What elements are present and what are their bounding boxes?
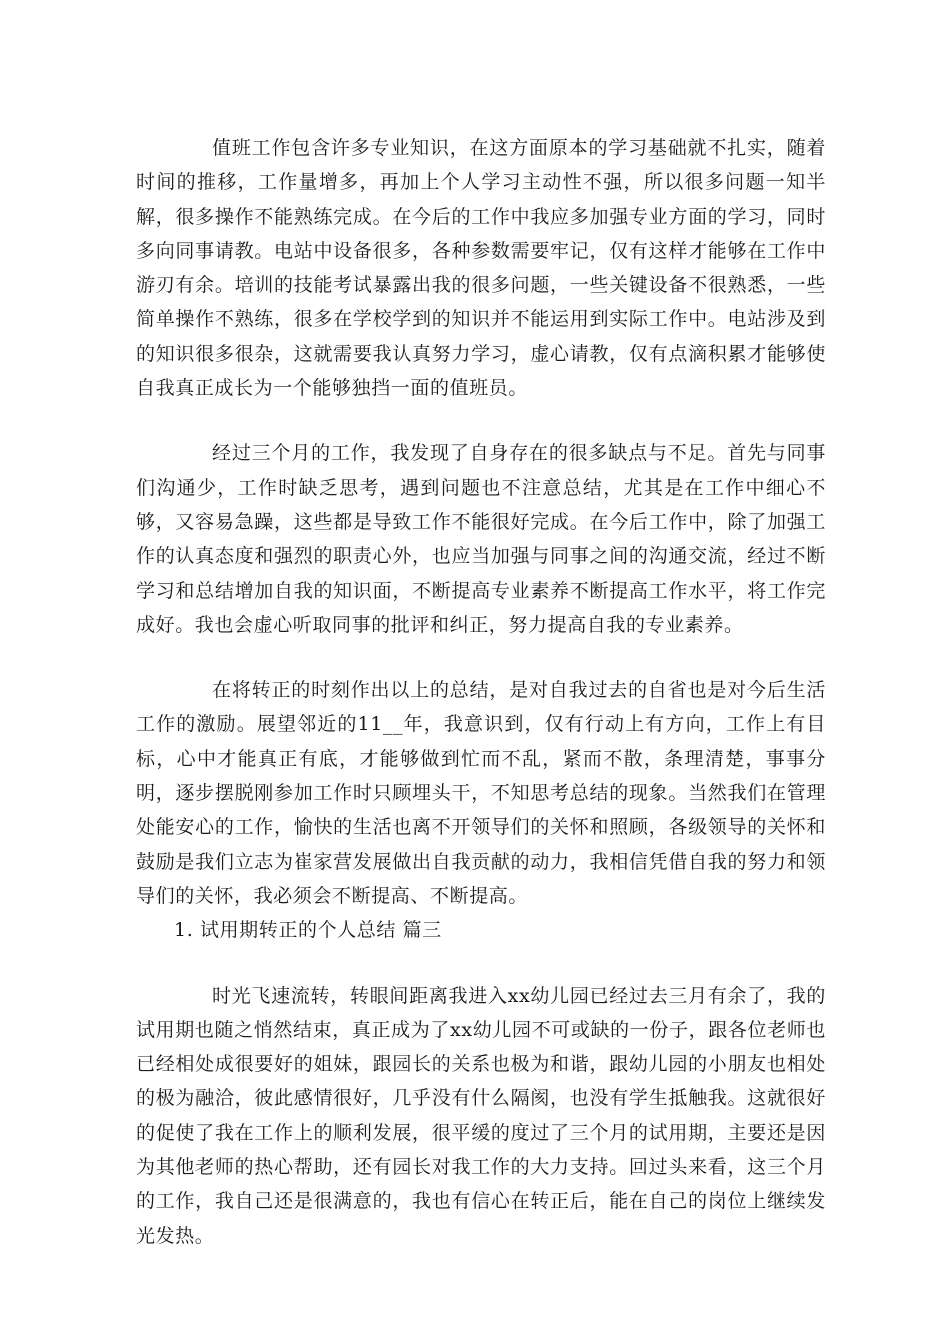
paragraph-kindergarten: 时光飞速流转，转眼间距离我进入xx幼儿园已经过去三月有余了，我的试用期也随之悄然结束，真正成为了xx幼儿园不可或缺的一份子，跟各位老师也已经相处成很要好的姐妹，跟园长的关系也极为和谐，跟幼儿园的小朋友也相处的极为融洽，彼此感情很好，几乎没有什么隔阂，也没有学生抵触我。这就很好的促使了我在工作上的顺利发展，很平缓的度过了三个月的试用期，主要还是因为其他老师的热心帮助，还有园长对我工作的大力支持。回过头来看，这三个月的工作，我自己还是很满意的，我也有信心在转正后，能在自己的岗位上继续发光发热。 bbox=[136, 984, 826, 1247]
paragraph-shortcomings: 经过三个月的工作，我发现了自身存在的很多缺点与不足。首先与同事们沟通少，工作时缺乏思考，遇到问题也不注意总结，尤其是在工作中细心不够，又容易急躁，这些都是导致工作不能很好完成。在今后工作中，除了加强工作的认真态度和强烈的职责心外，也应当加强与同事之间的沟通交流，经过不断学习和总结增加自我的知识面，不断提高专业素养不断提高工作水平，将工作完成好。我也会虚心听取同事的批评和纠正，努力提高自我的专业素养。 bbox=[136, 442, 826, 636]
document-body bbox=[136, 131, 826, 1253]
section-heading: 1. 试用期转正的个人总结 篇三 bbox=[174, 919, 442, 942]
paragraph-study: 值班工作包含许多专业知识，在这方面原本的学习基础就不扎实，随着时间的推移，工作量增多，再加上个人学习主动性不强，所以很多问题一知半解，很多操作不能熟练完成。在今后的工作中我应多加强专业方面的学习，同时多向同事请教。电站中设备很多，各种参数需要牢记，仅有这样才能够在工作中游刃有余。培训的技能考试暴露出我的很多问题，一些关键设备不很熟悉，一些简单操作不熟练，很多在学校学到的知识并不能运用到实际工作中。电站涉及到的知识很多很杂，这就需要我认真努力学习，虚心请教，仅有点滴积累才能够使自我真正成长为一个能够独挡一面的值班员。 bbox=[136, 137, 826, 400]
paragraph-outlook: 在将转正的时刻作出以上的总结，是对自我过去的自省也是对今后生活工作的激励。展望邻近的11__年，我意识到，仅有行动上有方向，工作上有目标，心中才能真正有底，才能够做到忙而不乱，紧而不散，条理清楚，事事分明，逐步摆脱刚参加工作时只顾埋头干，不知思考总结的现象。当然我们在管理处能安心的工作，愉快的生活也离不开领导们的关怀和照顾，各级领导的关怀和鼓励是我们立志为崔家营发展做出自我贡献的动力，我相信凭借自我的努力和领导们的关怀，我必须会不断提高、不断提高。 bbox=[136, 679, 826, 907]
